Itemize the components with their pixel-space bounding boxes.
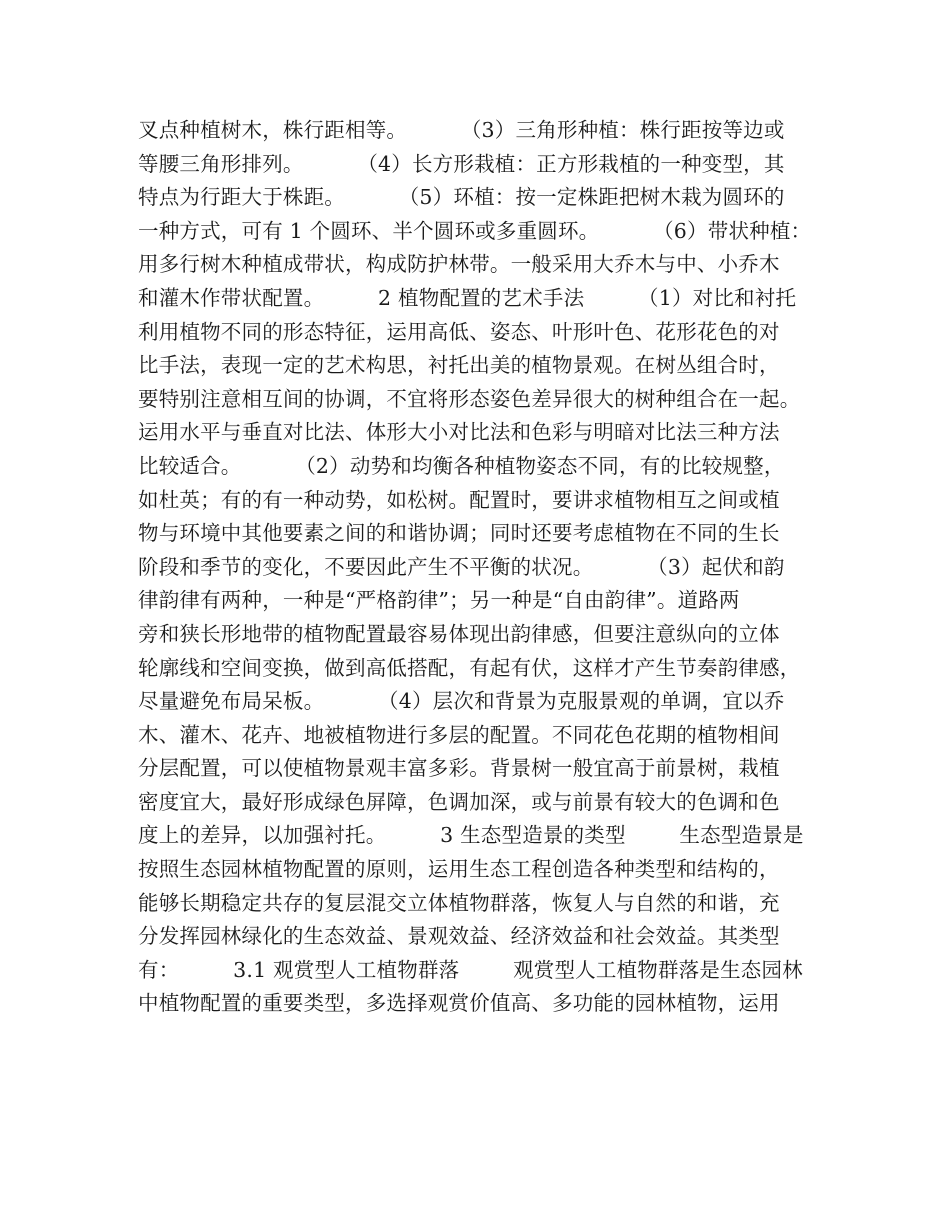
text-line: 叉点种植树木，株行距相等。 （3）三角形种植：株行距按等边或 — [138, 118, 785, 142]
text-line: 木、灌木、花卉、地被植物进行多层的配置。不同花色花期的植物相间 — [138, 722, 780, 747]
text-line: 有： 3.1 观赏型人工植物群落 观赏型人工植物群落是生态园林 — [138, 957, 803, 982]
body-text — [138, 114, 828, 1021]
text-line: 和灌木作带状配置。 2 植物配置的艺术手法 （1）对比和衬托 — [138, 285, 797, 310]
text-line: 律韵律有两种，一种是“严格韵律”；另一种是“自由韵律”。道路两 — [138, 588, 740, 613]
text-line: 比手法，表现一定的艺术构思，衬托出美的植物景观。在树丛组合时， — [138, 353, 780, 378]
text-line: 物与环境中其他要素之间的和谐协调；同时还要考虑植物在不同的生长 — [138, 521, 780, 546]
text-line: 一种方式，可有 1 个圆环、半个圆环或多重圆环。 （6）带状种植： — [138, 218, 812, 243]
text-line: 用多行树木种植成带状，构成防护林带。一般采用大乔木与中、小乔木 — [138, 252, 780, 277]
text-line: 密度宜大，最好形成绿色屏障，色调加深，或与前景有较大的色调和色 — [138, 789, 780, 814]
text-line: 轮廓线和空间变换，做到高低搭配，有起有伏，这样才产生节奏韵律感， — [138, 655, 801, 680]
text-line: 分层配置，可以使植物景观丰富多彩。背景树一般宜高于前景树，栽植 — [138, 756, 780, 781]
text-line: 尽量避免布局呆板。 （4）层次和背景为克服景观的单调，宜以乔 — [138, 689, 785, 714]
text-line: 阶段和季节的变化，不要因此产生不平衡的状况。 （3）起伏和韵 — [138, 554, 785, 579]
text-line: 特点为行距大于株距。 （5）环植：按一定株距把树木栽为圆环的 — [138, 185, 785, 210]
text-line: 按照生态园林植物配置的原则，运用生态工程创造各种类型和结构的， — [138, 857, 780, 882]
text-line: 能够长期稳定共存的复层混交立体植物群落，恢复人与自然的和谐，充 — [138, 890, 780, 915]
text-line: 中植物配置的重要类型，多选择观赏价值高、多功能的园林植物，运用 — [138, 991, 780, 1016]
text-line: 比较适合。 （2）动势和均衡各种植物姿态不同，有的比较规整， — [138, 453, 785, 478]
text-line: 等腰三角形排列。 （4）长方形栽植：正方形栽植的一种变型，其 — [138, 151, 785, 176]
text-line: 利用植物不同的形态特征，运用高低、姿态、叶形叶色、花形花色的对 — [138, 319, 780, 344]
text-line: 运用水平与垂直对比法、体形大小对比法和色彩与明暗对比法三种方法 — [138, 420, 780, 445]
text-line: 分发挥园林绿化的生态效益、景观效益、经济效益和社会效益。其类型 — [138, 924, 780, 949]
text-line: 要特别注意相互间的协调，不宜将形态姿色差异很大的树种组合在一起。 — [138, 386, 801, 411]
text-line: 度上的差异，以加强衬托。 3 生态型造景的类型 生态型造景是 — [138, 823, 804, 848]
text-line: 旁和狭长形地带的植物配置最容易体现出韵律感，但要注意纵向的立体 — [138, 621, 780, 646]
text-line: 如杜英；有的有一种动势，如松树。配置时，要讲求植物相互之间或植 — [138, 487, 780, 512]
